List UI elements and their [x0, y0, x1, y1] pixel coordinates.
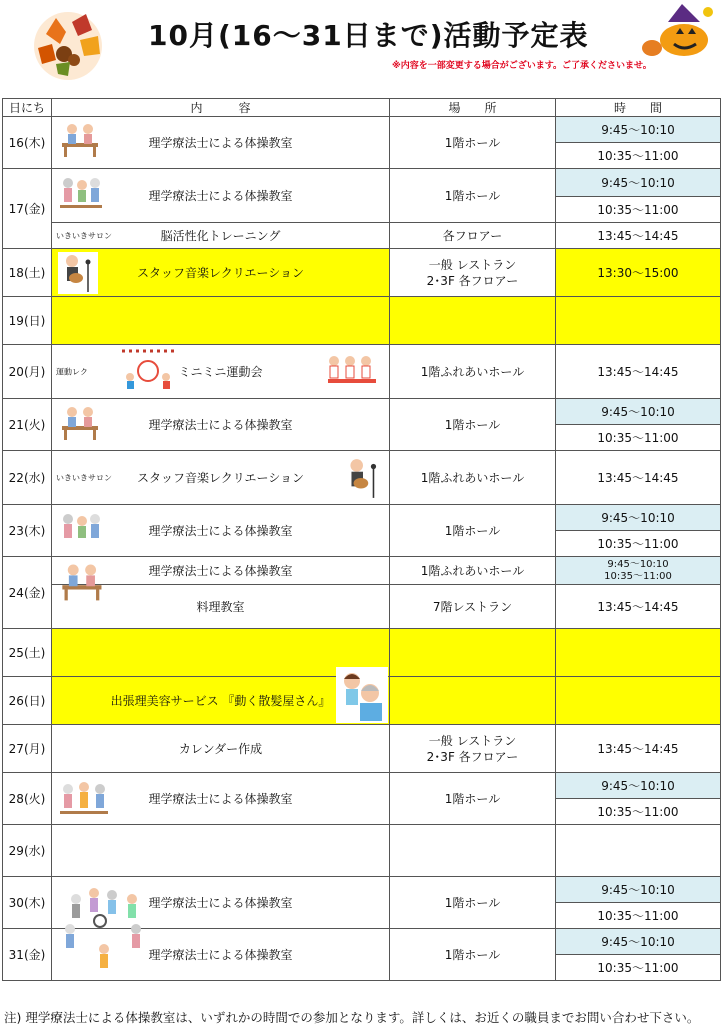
place-line: 一般 レストラン	[428, 257, 517, 272]
place-cell: 1階ホール	[390, 877, 556, 929]
time-cell	[556, 297, 721, 345]
seniors-group-icon	[58, 779, 110, 821]
time-cell	[556, 825, 721, 877]
table-row	[3, 399, 721, 425]
time-cell: 10:35～11:00	[556, 197, 721, 223]
content-cell	[52, 585, 390, 629]
day-cell: 27(月)	[3, 725, 52, 773]
sports-day-icon	[118, 347, 180, 395]
table-row	[3, 345, 721, 399]
time-cell	[556, 677, 721, 725]
sports-day-icon	[322, 351, 384, 393]
category-label: 運動レク	[56, 367, 88, 376]
activity-title: 理学療法士による体操教室	[148, 418, 293, 432]
place-cell	[390, 825, 556, 877]
time-line: 9:45～10:10	[607, 558, 669, 570]
table-row	[3, 505, 721, 531]
header-row	[3, 99, 721, 117]
activity-title: 理学療法士による体操教室	[148, 564, 293, 578]
header-content: 内 容	[52, 99, 390, 117]
time-cell: 13:45～14:45	[556, 585, 721, 629]
category-label: いきいきサロン	[56, 231, 112, 240]
day-cell: 25(土)	[3, 629, 52, 677]
header	[0, 0, 722, 98]
day-cell: 19(日)	[3, 297, 52, 345]
exercise-class-icon	[58, 403, 104, 445]
content-cell	[52, 345, 390, 399]
time-cell: 10:35～11:00	[556, 955, 721, 981]
day-cell: 17(金)	[3, 169, 52, 249]
activity-title: 理学療法士による体操教室	[148, 948, 293, 962]
time-cell: 13:30～15:00	[556, 249, 721, 297]
seniors-group-icon	[58, 175, 104, 215]
time-cell: 9:45～10:10	[556, 117, 721, 143]
time-cell	[556, 557, 721, 585]
table-row	[3, 825, 721, 877]
time-cell: 13:45～14:45	[556, 345, 721, 399]
content-cell	[52, 399, 390, 451]
header-time: 時 間	[556, 99, 721, 117]
content-cell	[52, 169, 390, 223]
table-row	[3, 223, 721, 249]
table-row	[3, 117, 721, 143]
table-row	[3, 557, 721, 585]
content-cell	[52, 825, 390, 877]
content-cell	[52, 451, 390, 505]
place-cell: 各フロアー	[390, 223, 556, 249]
table-row	[3, 725, 721, 773]
day-cell: 20(月)	[3, 345, 52, 399]
content-cell	[52, 773, 390, 825]
time-cell: 10:35～11:00	[556, 799, 721, 825]
day-cell: 26(日)	[3, 677, 52, 725]
day-cell: 24(金)	[3, 557, 52, 629]
place-line: 2･3F 各フロアー	[426, 749, 519, 764]
content-cell	[52, 877, 390, 929]
header-place: 場 所	[390, 99, 556, 117]
place-cell	[390, 629, 556, 677]
category-label: いきいきサロン	[56, 473, 112, 482]
content-cell	[52, 677, 390, 725]
day-cell: 31(金)	[3, 929, 52, 981]
place-line: 一般 レストラン	[428, 733, 517, 748]
time-cell: 13:45～14:45	[556, 725, 721, 773]
time-cell	[556, 629, 721, 677]
time-cell: 10:35～11:00	[556, 143, 721, 169]
table-row	[3, 451, 721, 505]
place-line: 2･3F 各フロアー	[426, 273, 519, 288]
table-row	[3, 169, 721, 197]
day-cell: 28(火)	[3, 773, 52, 825]
place-cell	[390, 249, 556, 297]
content-cell	[52, 297, 390, 345]
time-cell: 9:45～10:10	[556, 399, 721, 425]
time-cell: 9:45～10:10	[556, 505, 721, 531]
time-cell: 13:45～14:45	[556, 223, 721, 249]
day-cell: 18(土)	[3, 249, 52, 297]
table-row	[3, 677, 721, 725]
place-cell: 7階レストラン	[390, 585, 556, 629]
place-cell: 1階ふれあいホール	[390, 557, 556, 585]
content-cell	[52, 249, 390, 297]
time-cell: 9:45～10:10	[556, 169, 721, 197]
activity-title: 理学療法士による体操教室	[148, 524, 293, 538]
table-row	[3, 585, 721, 629]
content-cell	[52, 117, 390, 169]
table-row	[3, 773, 721, 799]
time-cell: 13:45～14:45	[556, 451, 721, 505]
day-cell: 23(木)	[3, 505, 52, 557]
halloween-pumpkin-icon	[638, 2, 718, 58]
content-cell	[52, 557, 390, 585]
activity-title: スタッフ音楽レクリエーション	[136, 266, 305, 280]
change-notice: ※内容を一部変更する場合がございます。ご了承くださいませ。	[392, 61, 652, 71]
activity-title: 理学療法士による体操教室	[148, 896, 293, 910]
exercise-class-icon	[58, 121, 104, 161]
activity-title: 脳活性化トレーニング	[160, 229, 281, 243]
time-cell: 10:35～11:00	[556, 425, 721, 451]
activity-title: 理学療法士による体操教室	[148, 792, 293, 806]
activity-title: 理学療法士による体操教室	[148, 189, 293, 203]
table-row	[3, 877, 721, 903]
place-cell: 1階ふれあいホール	[390, 451, 556, 505]
guitar-singer-icon	[58, 252, 98, 294]
place-cell: 1階ふれあいホール	[390, 345, 556, 399]
place-cell	[390, 677, 556, 725]
header-day: 日にち	[3, 99, 52, 117]
place-cell	[390, 725, 556, 773]
place-cell: 1階ホール	[390, 505, 556, 557]
schedule-table	[2, 98, 721, 981]
guitar-singer-icon	[342, 456, 384, 500]
place-cell: 1階ホール	[390, 169, 556, 223]
activity-title: ミニミニ運動会	[178, 365, 263, 379]
activity-title: 料理教室	[196, 600, 245, 614]
day-cell: 22(水)	[3, 451, 52, 505]
place-cell: 1階ホール	[390, 399, 556, 451]
day-cell: 16(木)	[3, 117, 52, 169]
time-cell: 9:45～10:10	[556, 877, 721, 903]
time-cell: 10:35～11:00	[556, 531, 721, 557]
autumn-leaves-icon	[16, 4, 120, 86]
place-cell: 1階ホール	[390, 117, 556, 169]
day-cell: 30(木)	[3, 877, 52, 929]
seniors-group-icon	[58, 510, 104, 552]
activity-title: カレンダー作成	[178, 742, 263, 756]
place-cell: 1階ホール	[390, 773, 556, 825]
content-cell	[52, 223, 390, 249]
time-cell: 10:35～11:00	[556, 903, 721, 929]
content-cell	[52, 725, 390, 773]
seniors-group-icon	[60, 885, 152, 975]
table-row	[3, 249, 721, 297]
table-row	[3, 297, 721, 345]
place-cell: 1階ホール	[390, 929, 556, 981]
time-cell: 9:45～10:10	[556, 929, 721, 955]
day-cell: 21(火)	[3, 399, 52, 451]
time-cell: 9:45～10:10	[556, 773, 721, 799]
place-cell	[390, 297, 556, 345]
time-line: 10:35～11:00	[604, 570, 672, 582]
day-cell: 29(水)	[3, 825, 52, 877]
footnote: 注) 理学療法士による体操教室は、いずれかの時間での参加となります。詳しくは、お近くの職員までお問い合わせ下さい。	[4, 1010, 700, 1024]
activity-title: 理学療法士による体操教室	[148, 136, 293, 150]
barber-icon	[336, 667, 388, 723]
activity-title: スタッフ音楽レクリエーション	[136, 471, 305, 485]
activity-title: 出張理美容サービス 『動く散髪屋さん』	[110, 694, 331, 708]
page-title: 10月(16～31日まで)活動予定表	[148, 19, 589, 52]
content-cell	[52, 505, 390, 557]
